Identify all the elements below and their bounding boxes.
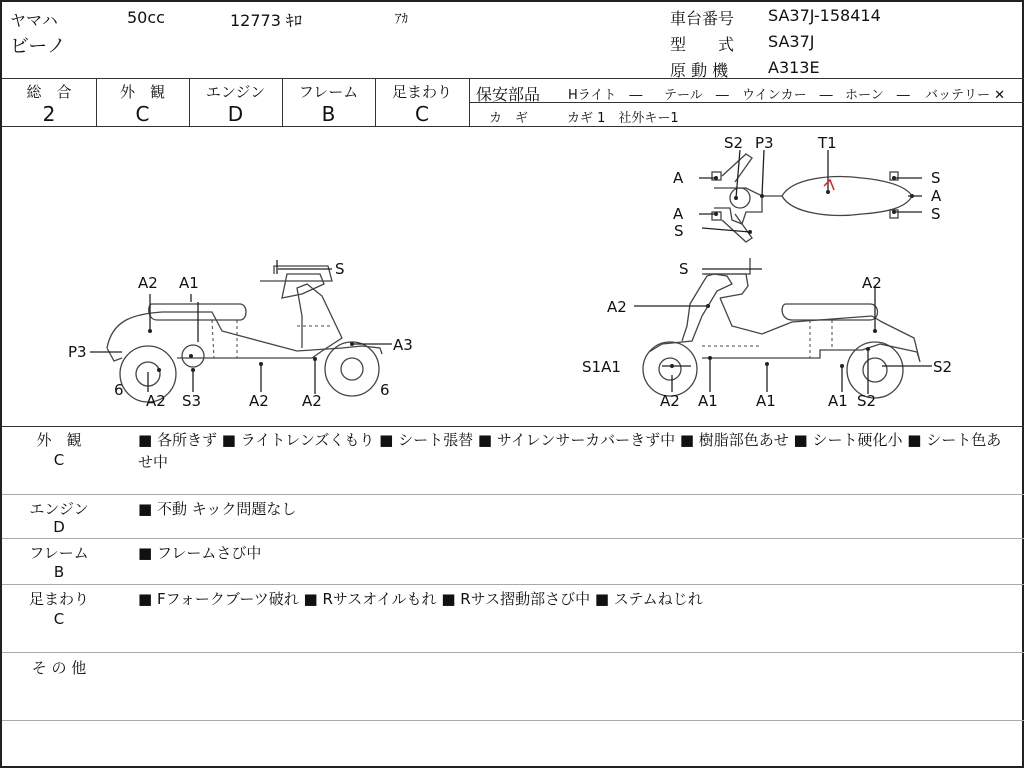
- divider: [2, 426, 1024, 427]
- label-top: T1: [818, 134, 837, 152]
- exterior-section-label: 外 観: [36, 431, 82, 449]
- label-top: S: [931, 205, 941, 223]
- engine-label: 原 動 機: [670, 61, 729, 80]
- frame-section-grade: B: [53, 563, 65, 581]
- scooter-right-view: [634, 258, 932, 398]
- divider: [2, 720, 1024, 721]
- label-right: A2: [660, 392, 680, 410]
- damage-diagram: [2, 126, 1022, 426]
- safety-parts-label: 保安部品: [476, 85, 541, 104]
- scooter-left-view: [90, 260, 392, 402]
- label-left: A2: [249, 392, 269, 410]
- suspension-section-grade: C: [53, 610, 65, 628]
- scooter-top-view: [699, 150, 922, 242]
- frame-section-label: フレーム: [29, 544, 89, 562]
- tear-mark: [824, 180, 834, 190]
- label-left: 6: [380, 381, 390, 399]
- suspension-section-label: 足まわり: [28, 590, 89, 608]
- frame-no: SA37J-158414: [768, 6, 881, 25]
- label-right: S2: [857, 392, 877, 410]
- battery-status: バッテリー ✕: [925, 88, 1006, 103]
- label-top: S: [674, 222, 684, 240]
- label-top: A: [673, 169, 684, 187]
- label-right: A2: [607, 298, 627, 316]
- exterior-label: 外 観: [119, 83, 165, 101]
- label-top: P3: [755, 134, 774, 152]
- suspension-comments: ■ Fフォークブーツ破れ ■ Rサスオイルもれ ■ Rサス摺動部さび中 ■ ステムねじれ: [138, 590, 703, 608]
- divider: [2, 78, 1024, 79]
- seat: [782, 304, 877, 320]
- label-right: A1: [698, 392, 718, 410]
- headlight-status: Hライト ―: [568, 88, 643, 103]
- exterior-grade: C: [135, 102, 150, 126]
- label-right: A2: [862, 274, 882, 292]
- label-right: S2: [933, 358, 953, 376]
- label-left: S: [335, 260, 345, 278]
- label-left: S3: [182, 392, 202, 410]
- label-right: S1A1: [582, 358, 621, 376]
- engine-no: A313E: [768, 58, 820, 77]
- winker-status: ウインカー ―: [742, 88, 833, 103]
- label-top: S: [931, 169, 941, 187]
- engine-grade-label: エンジン: [205, 83, 266, 101]
- label-right: S: [679, 260, 689, 278]
- other-section-label: そ の 他: [31, 659, 87, 677]
- label-left: 6: [114, 381, 124, 399]
- maker: ヤマハ: [10, 11, 58, 30]
- divider: [2, 584, 1024, 585]
- key-label: カ ギ: [489, 111, 529, 126]
- label-top: S2: [724, 134, 744, 152]
- divider: [2, 494, 1024, 495]
- exterior-section-grade: C: [53, 451, 65, 469]
- label-left: A1: [179, 274, 199, 292]
- label-left: A2: [302, 392, 322, 410]
- displacement: 50cc: [127, 8, 165, 27]
- model-code-label: 型 式: [670, 35, 735, 54]
- suspension-grade: C: [415, 102, 429, 126]
- mileage: 12773 ｷﾛ: [230, 11, 302, 30]
- color: ｱｶ: [395, 12, 408, 27]
- frame-grade-label: フレーム: [298, 83, 359, 101]
- model-code: SA37J: [768, 32, 815, 51]
- engine-grade: D: [227, 102, 244, 126]
- engine-section-grade: D: [53, 518, 65, 536]
- horn-status: ホーン ―: [845, 88, 910, 103]
- label-right: A1: [756, 392, 776, 410]
- key-value: カギ 1 社外キー1: [567, 111, 679, 126]
- label-left: A2: [138, 274, 158, 292]
- label-top: A: [931, 187, 942, 205]
- label-left: A2: [146, 392, 166, 410]
- engine-comments: ■ 不動 キック問題なし: [138, 500, 297, 518]
- model-name: ビーノ: [10, 35, 66, 57]
- label-right: A1: [828, 392, 848, 410]
- divider: [469, 78, 470, 126]
- suspension-grade-label: 足まわり: [391, 83, 452, 101]
- frame-no-label: 車台番号: [670, 9, 735, 28]
- total-grade: 2: [42, 102, 56, 126]
- tail-status: テール ―: [664, 88, 729, 103]
- total-label: 総 合: [26, 83, 72, 101]
- label-top: A: [673, 205, 684, 223]
- exterior-comments: ■ 各所きず ■ ライトレンズくもり ■ シート張替 ■ サイレンサーカバーきず中 ■ 樹脂部色あせ ■ シート硬化小 ■ シート色あせ中: [138, 431, 1002, 471]
- label-left: A3: [393, 336, 413, 354]
- divider: [2, 538, 1024, 539]
- label-left: P3: [68, 343, 87, 361]
- front-wheel: [325, 342, 379, 396]
- frame-grade: B: [321, 102, 336, 126]
- engine-section-label: エンジン: [29, 500, 89, 518]
- damage-dots: [148, 176, 914, 372]
- divider: [2, 652, 1024, 653]
- frame-comments: ■ フレームさび中: [138, 544, 262, 562]
